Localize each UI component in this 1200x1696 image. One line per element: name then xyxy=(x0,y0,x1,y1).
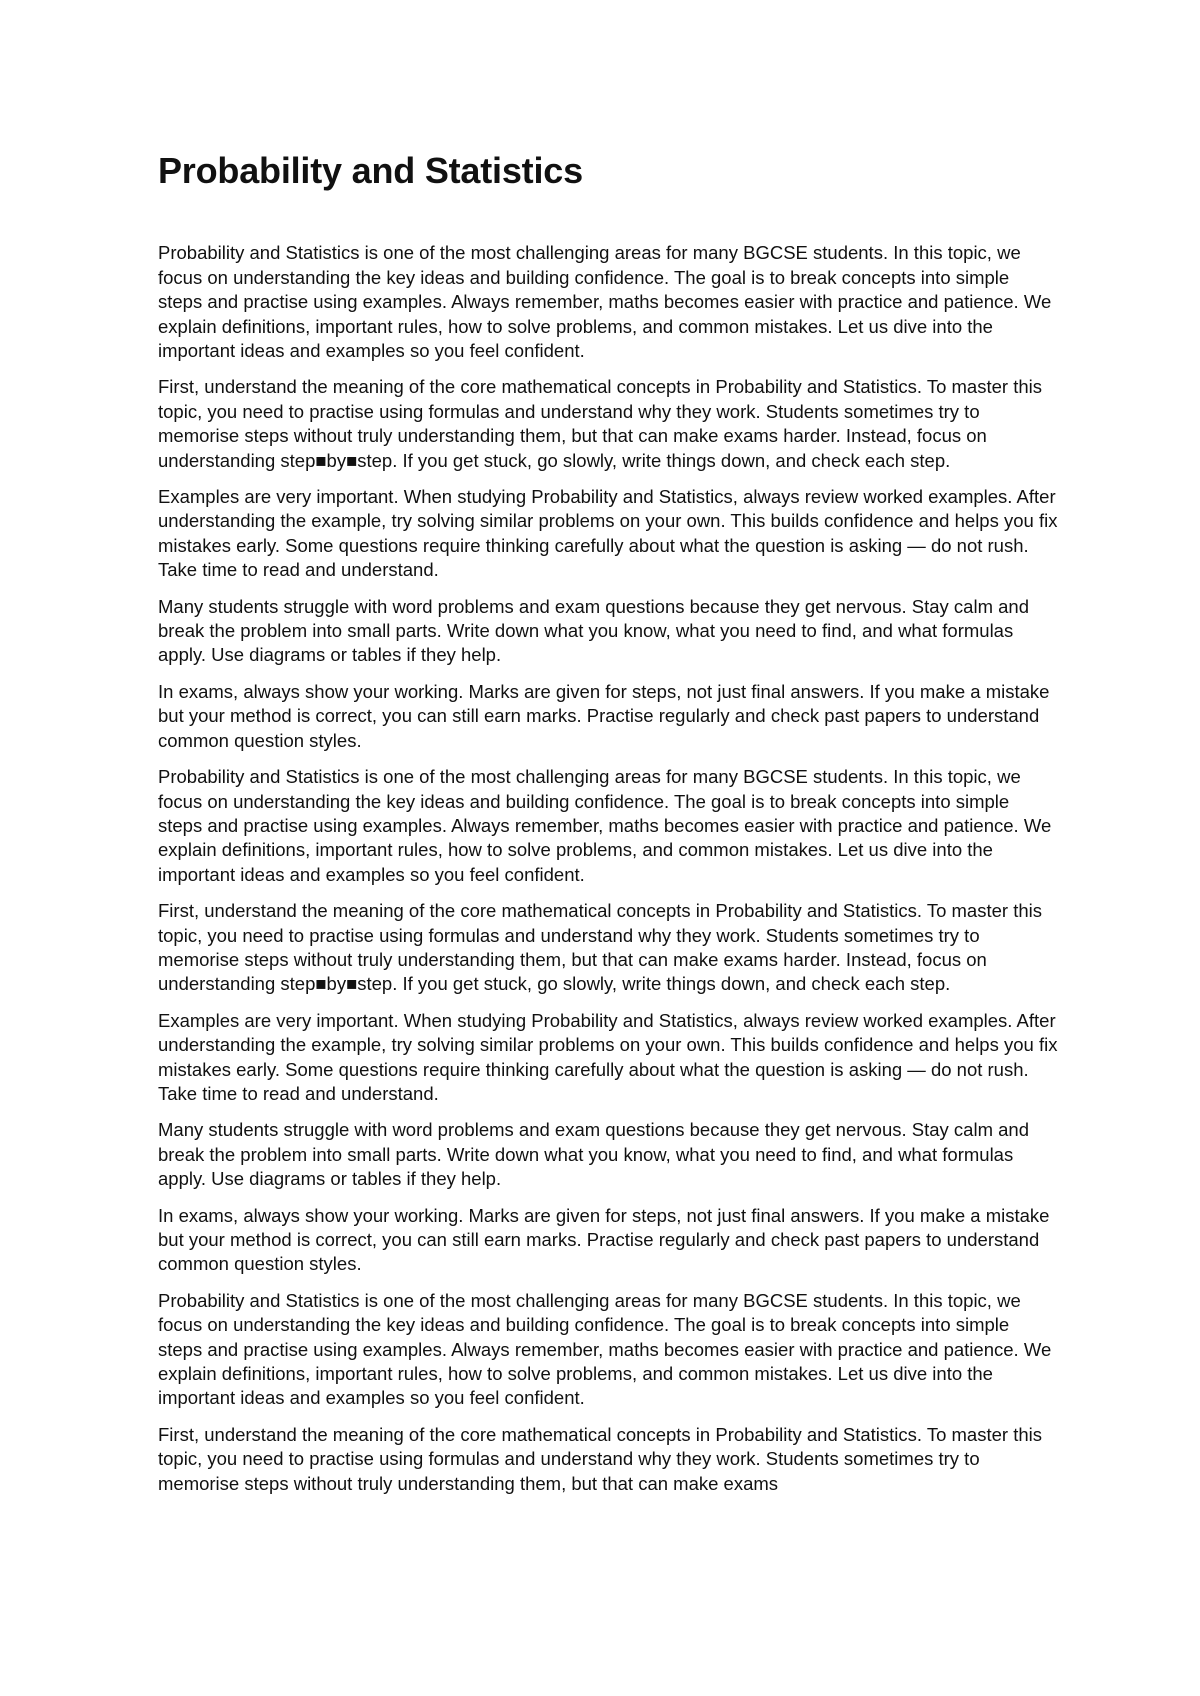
paragraph: Many students struggle with word problems and exam questions because they get nervous. Stay calm and break the problem into small parts. Write down what you know, what you need to find, and what formulas apply. Use diagrams or tables if they help. xyxy=(158,595,1029,666)
paragraph: Probability and Statistics is one of the most challenging areas for many BGCSE students. In this topic, we focus on understanding the key ideas and building confidence. The goal is to break concepts into simple steps and practise using examples. Always remember, maths becomes easier with practice and patience. We explain definitions, important rules, how to solve problems, and common mistakes. Let us dive into the important ideas and examples so you feel confident. xyxy=(158,242,1052,362)
paragraph: Examples are very important. When studying Probability and Statistics, always review worked examples. After understanding the example, try solving similar problems on your own. This builds confidence and helps you fix mistakes early. Some questions require thinking carefully about what the question is asking — do not rush. Take time to read and understand. xyxy=(158,486,1058,581)
paragraph: Probability and Statistics is one of the most challenging areas for many BGCSE students. In this topic, we focus on understanding the key ideas and building confidence. The goal is to break concepts into simple steps and practise using examples. Always remember, maths becomes easier with practice and patience. We explain definitions, important rules, how to solve problems, and common mistakes. Let us dive into the important ideas and examples so you feel confident. xyxy=(158,766,1052,885)
document-page xyxy=(158,150,1058,1508)
paragraph: First, understand the meaning of the core mathematical concepts in Probability and Statistics. To master this topic, you need to practise using formulas and understand why they work. Students sometimes try to memorise steps without truly understanding them, but that can make exams harder. Instead, focus on understanding step■by■step. If you get stuck, go slowly, write things down, and check each step. xyxy=(158,376,1042,471)
paragraph: First, understand the meaning of the core mathematical concepts in Probability and Statistics. To master this topic, you need to practise using formulas and understand why they work. Students sometimes try to memorise steps without truly understanding them, but that can make exams xyxy=(158,1423,1042,1494)
paragraph: In exams, always show your working. Marks are given for steps, not just final answers. If you make a mistake but your method is correct, you can still earn marks. Practise regularly and check past papers to understand common question styles. xyxy=(158,680,1050,751)
paragraph: Examples are very important. When studying Probability and Statistics, always review worked examples. After understanding the example, try solving similar problems on your own. This builds confidence and helps you fix mistakes early. Some questions require thinking carefully about what the question is asking — do not rush. Take time to read and understand. xyxy=(158,1009,1058,1104)
document-body xyxy=(158,241,1058,1496)
paragraph: First, understand the meaning of the core mathematical concepts in Probability and Statistics. To master this topic, you need to practise using formulas and understand why they work. Students sometimes try to memorise steps without truly understanding them, but that can make exams harder. Instead, focus on understanding step■by■step. If you get stuck, go slowly, write things down, and check each step. xyxy=(158,900,1042,995)
paragraph: In exams, always show your working. Marks are given for steps, not just final answers. If you make a mistake but your method is correct, you can still earn marks. Practise regularly and check past papers to understand common question styles. xyxy=(158,1204,1050,1275)
document-title: Probability and Statistics xyxy=(158,150,583,191)
paragraph: Probability and Statistics is one of the most challenging areas for many BGCSE students. In this topic, we focus on understanding the key ideas and building confidence. The goal is to break concepts into simple steps and practise using examples. Always remember, maths becomes easier with practice and patience. We explain definitions, important rules, how to solve problems, and common mistakes. Let us dive into the important ideas and examples so you feel confident. xyxy=(158,1289,1052,1409)
paragraph: Many students struggle with word problems and exam questions because they get nervous. Stay calm and break the problem into small parts. Write down what you know, what you need to find, and what formulas apply. Use diagrams or tables if they help. xyxy=(158,1119,1029,1190)
